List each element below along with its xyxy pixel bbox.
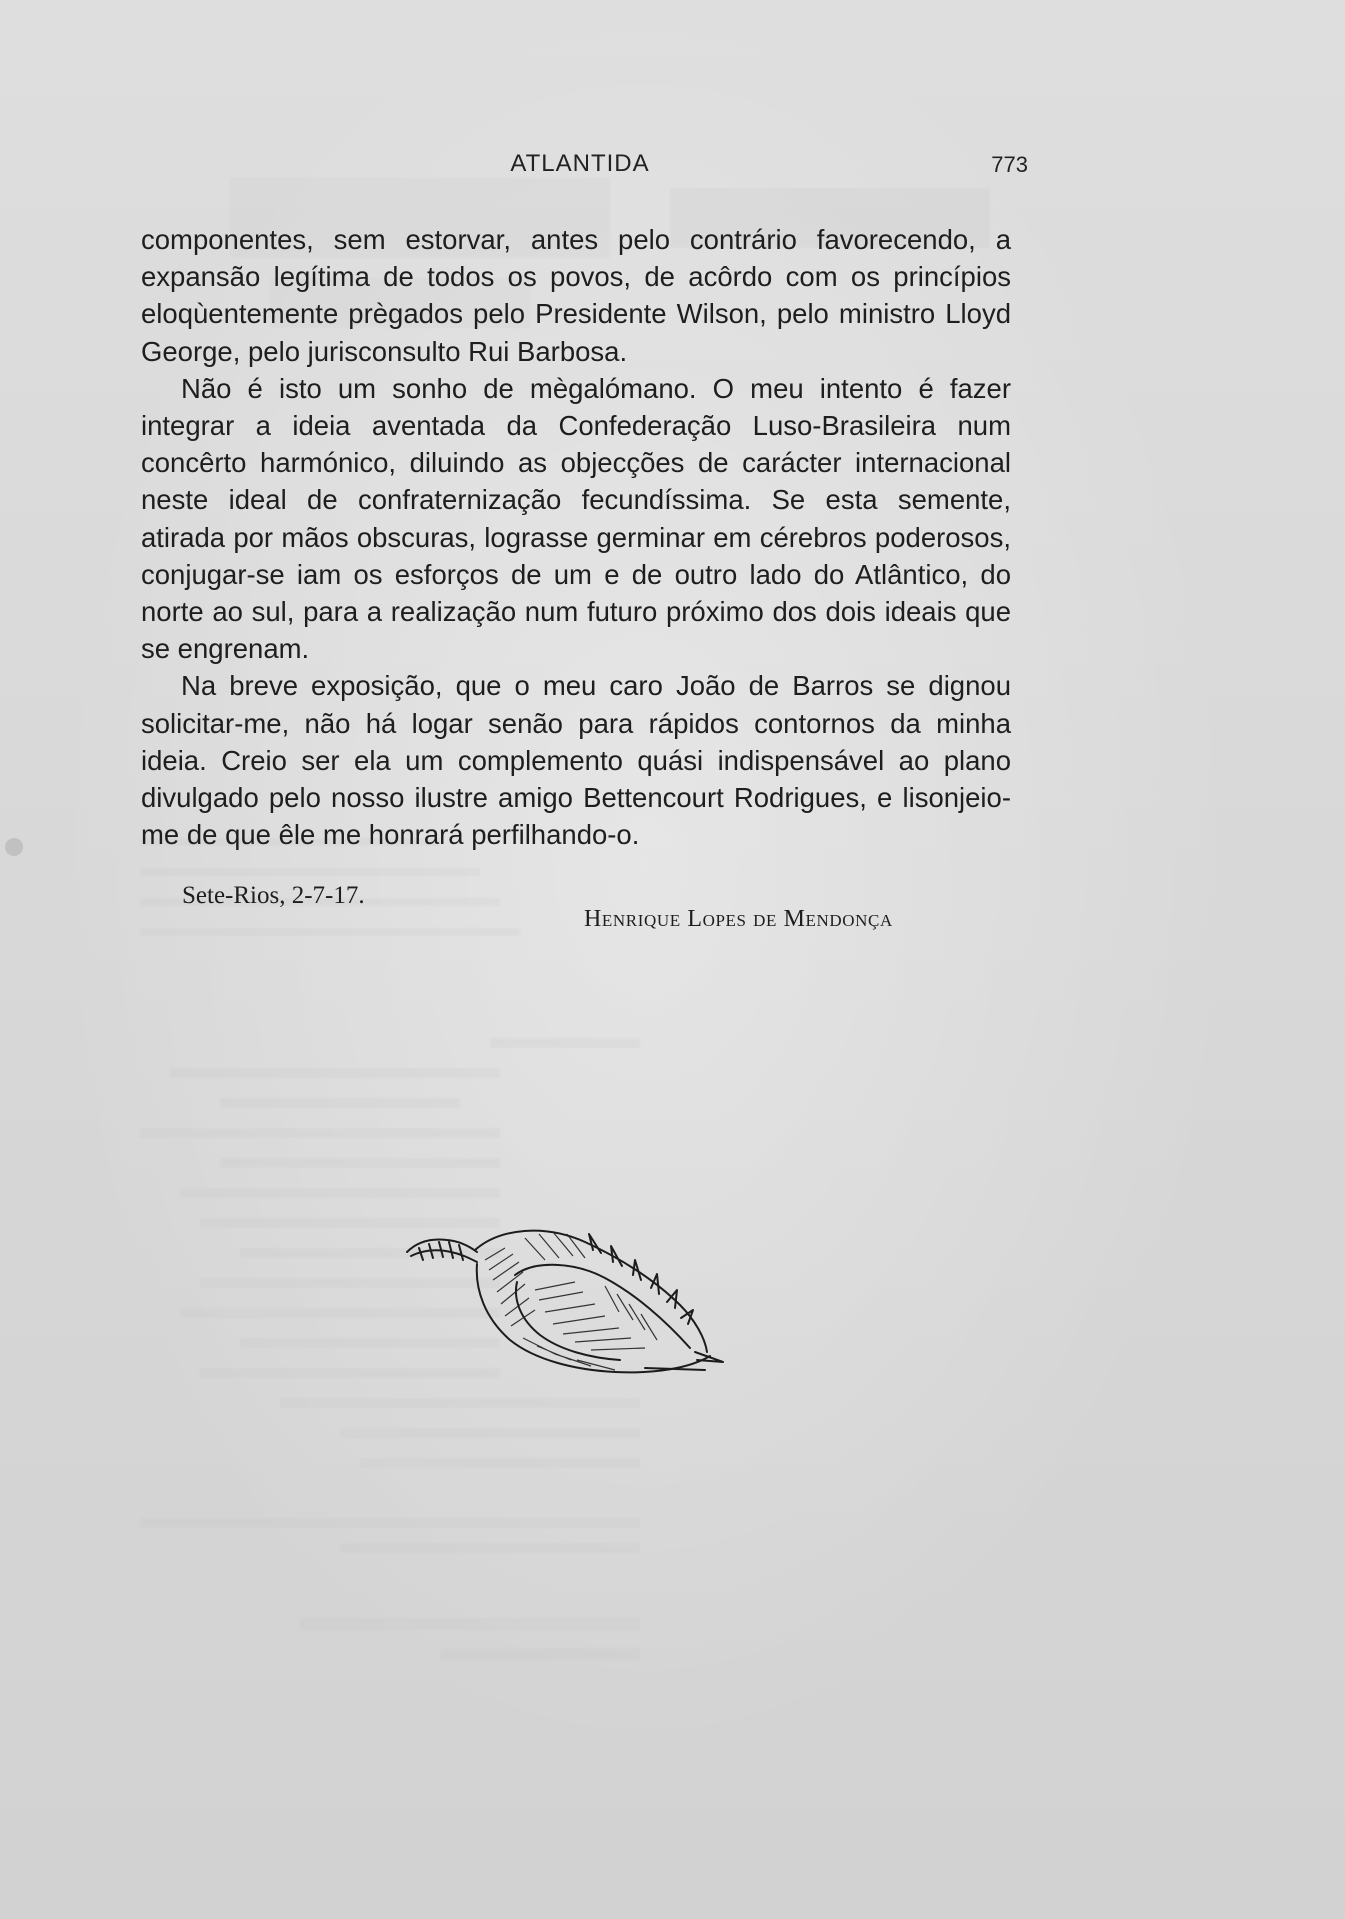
paragraph-2: Não é isto um sonho de mègalómano. O meu intento é fazer integrar a ideia aventada da Confederação Luso-Brasileira num concêrto harmónico, diluindo as objecções de carácter internacional neste ideal de confraternização fecundíssima. Se esta semente, atirada por mãos obscuras, lograsse germinar em cérebros poderosos, conjugar-se iam os esforços de um e de outro lado do Atlântico, do norte ao sul, para a realização num futuro próximo dos dois ideais que se engrenam. (141, 372, 1011, 665)
paper-blemish (5, 838, 23, 856)
paragraph-3: Na breve exposição, que o meu caro João de Barros se dignou solicitar-me, não há logar senão para rápidos contornos da minha ideia. Creio ser ela um complemento quási indispensável ao plano divulgado pelo nosso ilustre amigo Bettencourt Rodrigues, e lisonjeio-me de que êle me honrará perfilhando-o. (141, 670, 1011, 851)
page-number: 773 (991, 152, 1028, 177)
paragraph-1: componentes, sem estorvar, antes pelo contrário favorecendo, a expansão legítima de todos os povos, de acôrdo com os princípios eloqùentemente prègados pelo Presidente Wilson, pelo ministro Lloyd George, pelo jurisconsulto Rui Barbosa. (141, 224, 1011, 367)
dateline: Sete-Rios, 2-7-17. (182, 882, 365, 909)
running-header (140, 150, 1028, 190)
running-title: ATLANTIDA (510, 150, 650, 177)
body-text (141, 221, 1011, 853)
author-signature: Henrique Lopes de Mendonça (584, 906, 893, 932)
conch-shell-icon (405, 1220, 735, 1380)
